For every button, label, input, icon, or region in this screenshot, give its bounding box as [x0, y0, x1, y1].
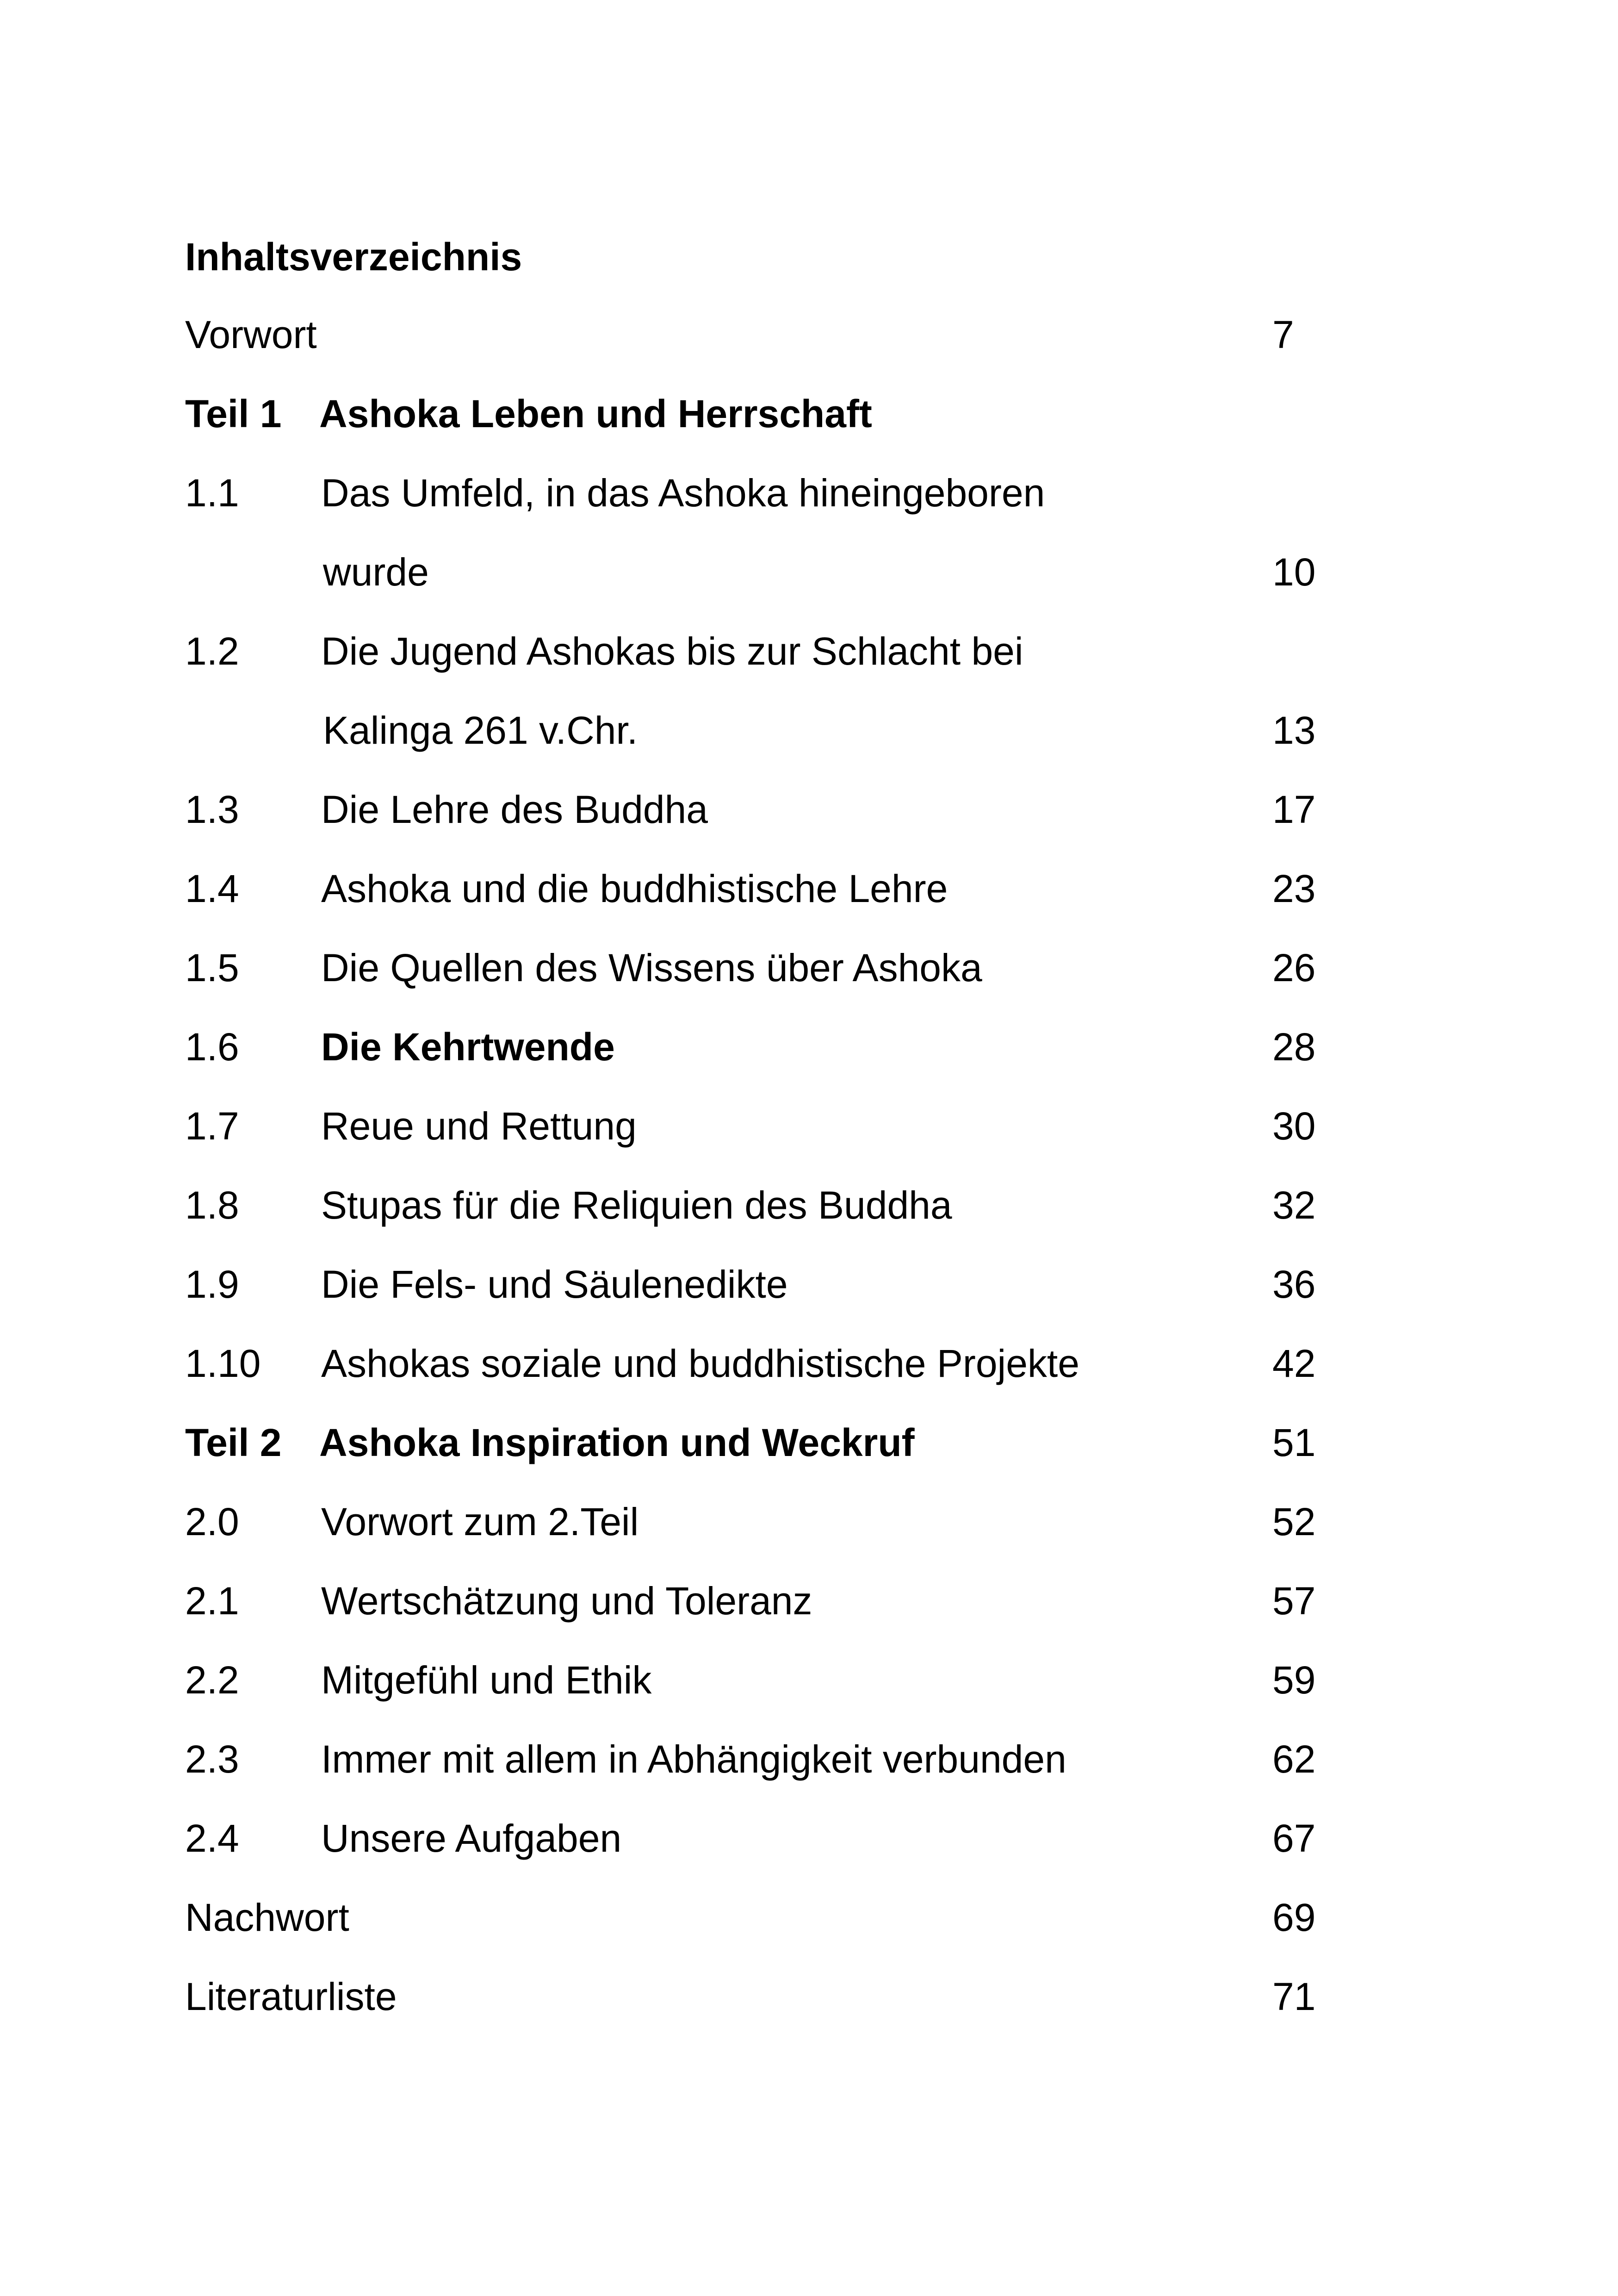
toc-entry-1-4 — [185, 859, 1351, 938]
toc-entry-1-1 — [185, 463, 1351, 542]
toc-section-label: Ashoka Inspiration und Weckruf — [319, 1421, 915, 1464]
toc-entry-page: 62 — [1272, 1737, 1316, 1781]
toc-entry-number: 1.8 — [185, 1183, 239, 1227]
toc-entry-number: 1.1 — [185, 471, 239, 515]
toc-entry-nachwort — [185, 1887, 1351, 1966]
toc-entry-page: 36 — [1272, 1263, 1316, 1306]
toc-entry-number: 1.10 — [185, 1342, 261, 1385]
toc-entry-page: 69 — [1272, 1896, 1316, 1939]
toc-entry-1-9 — [185, 1254, 1351, 1333]
toc-entry-number: 2.1 — [185, 1579, 239, 1623]
toc-entry-label-continued: wurde — [323, 550, 429, 594]
toc-entry-1-2-continued — [185, 700, 1351, 779]
toc-entry-number: 1.3 — [185, 788, 239, 831]
toc-entry-label: Das Umfeld, in das Ashoka hineingeboren — [321, 471, 1045, 515]
toc-entry-label: Ashoka und die buddhistische Lehre — [321, 867, 948, 910]
toc-section-number: Teil 1 — [185, 392, 282, 436]
toc-entry-1-7 — [185, 1096, 1351, 1175]
toc-entry-number: 2.4 — [185, 1817, 239, 1860]
toc-entry-page: 17 — [1272, 788, 1316, 831]
toc-entry-label: Ashokas soziale und buddhistische Projekte — [321, 1342, 1079, 1385]
toc-entry-label: Vorwort zum 2.Teil — [321, 1500, 639, 1543]
toc-entry-2-1 — [185, 1571, 1351, 1650]
toc-entry-label: Literaturliste — [185, 1975, 397, 2018]
toc-entry-page: 67 — [1272, 1817, 1316, 1860]
toc-entry-page: 71 — [1272, 1975, 1316, 2018]
toc-entry-number: 2.2 — [185, 1658, 239, 1702]
toc-entry-literaturliste — [185, 1966, 1351, 2046]
toc-entry-label: Stupas für die Reliquien des Buddha — [321, 1183, 952, 1227]
toc-entry-number: 1.7 — [185, 1104, 239, 1148]
toc-entry-number: 1.4 — [185, 867, 239, 910]
toc-entry-label: Immer mit allem in Abhängigkeit verbunden — [321, 1737, 1066, 1781]
toc-entry-page: 28 — [1272, 1025, 1316, 1069]
toc-entry-page: 59 — [1272, 1658, 1316, 1702]
toc-entry-label: Nachwort — [185, 1896, 349, 1939]
toc-entry-2-2 — [185, 1650, 1351, 1729]
toc-entry-page: 7 — [1272, 313, 1294, 356]
toc-entry-label: Vorwort — [185, 313, 317, 356]
toc-entry-number: 1.5 — [185, 946, 239, 989]
toc-list — [185, 305, 1351, 2046]
toc-section-teil-2 — [185, 1412, 1351, 1492]
toc-entry-number: 2.0 — [185, 1500, 239, 1543]
toc-section-page: 51 — [1272, 1421, 1316, 1464]
toc-entry-2-4 — [185, 1808, 1351, 1887]
toc-title: Inhaltsverzeichnis — [185, 235, 522, 279]
toc-entry-label: Reue und Rettung — [321, 1104, 637, 1148]
toc-section-teil-1 — [185, 384, 1351, 463]
toc-entry-label: Mitgefühl und Ethik — [321, 1658, 652, 1702]
toc-entry-1-10 — [185, 1333, 1351, 1412]
toc-entry-page: 10 — [1272, 550, 1316, 594]
toc-entry-1-5 — [185, 938, 1351, 1017]
toc-entry-1-2 — [185, 621, 1351, 700]
toc-entry-page: 57 — [1272, 1579, 1316, 1623]
toc-entry-1-3 — [185, 779, 1351, 859]
toc-entry-label: Die Fels- und Säulenedikte — [321, 1263, 788, 1306]
toc-entry-number: 2.3 — [185, 1737, 239, 1781]
toc-entry-page: 32 — [1272, 1183, 1316, 1227]
toc-entry-number: 1.9 — [185, 1263, 239, 1306]
toc-entry-page: 13 — [1272, 709, 1316, 752]
toc-entry-1-8 — [185, 1175, 1351, 1254]
toc-entry-vorwort — [185, 305, 1351, 384]
toc-entry-page: 42 — [1272, 1342, 1316, 1385]
toc-entry-label: Wertschätzung und Toleranz — [321, 1579, 812, 1623]
toc-entry-number: 1.2 — [185, 629, 239, 673]
toc-section-label: Ashoka Leben und Herrschaft — [319, 392, 872, 436]
toc-entry-page: 23 — [1272, 867, 1316, 910]
toc-entry-2-0 — [185, 1492, 1351, 1571]
toc-entry-label: Unsere Aufgaben — [321, 1817, 622, 1860]
toc-entry-page: 52 — [1272, 1500, 1316, 1543]
toc-entry-label-continued: Kalinga 261 v.Chr. — [323, 709, 638, 752]
toc-entry-label: Die Jugend Ashokas bis zur Schlacht bei — [321, 629, 1023, 673]
toc-section-number: Teil 2 — [185, 1421, 282, 1464]
toc-entry-1-1-continued — [185, 542, 1351, 621]
toc-entry-2-3 — [185, 1729, 1351, 1808]
toc-entry-label: Die Lehre des Buddha — [321, 788, 708, 831]
toc-entry-page: 30 — [1272, 1104, 1316, 1148]
toc-entry-number: 1.6 — [185, 1025, 239, 1069]
toc-entry-page: 26 — [1272, 946, 1316, 989]
toc-entry-label: Die Kehrtwende — [321, 1025, 615, 1069]
toc-entry-label: Die Quellen des Wissens über Ashoka — [321, 946, 982, 989]
toc-entry-1-6 — [185, 1017, 1351, 1096]
